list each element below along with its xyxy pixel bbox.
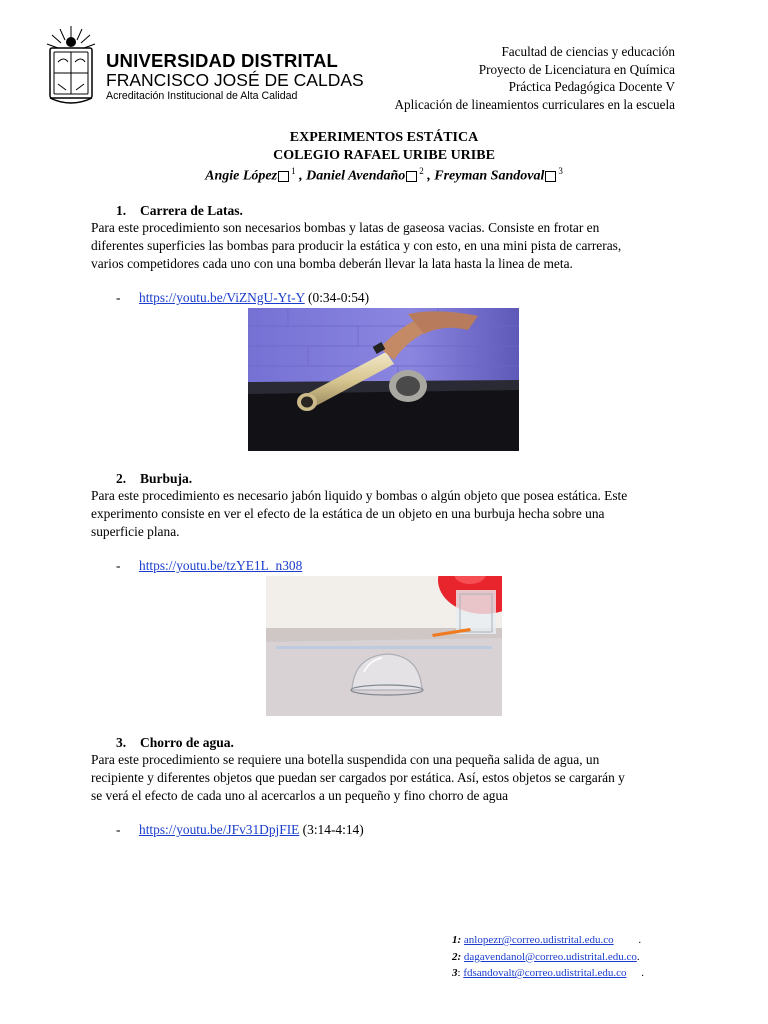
footnote-number: 1:	[452, 934, 462, 946]
paragraph-line: recipiente y diferentes objetos que puedan ser cargados por estática. Así, estos objetos se cargarán y	[91, 770, 625, 785]
footnote-separator: :	[457, 967, 461, 979]
author-name: Angie López	[205, 168, 278, 184]
footnote-box-icon	[278, 171, 289, 182]
video-link[interactable]: https://youtu.be/tzYE1L_n308	[139, 558, 303, 573]
author-name: Daniel Avendaño	[306, 168, 406, 184]
section-title: Carrera de Latas.	[140, 203, 243, 218]
video-link-row	[116, 290, 369, 306]
bubble-image	[266, 576, 502, 716]
header-practice: Práctica Pedagógica Docente V	[508, 79, 675, 95]
footnote-item	[452, 949, 644, 966]
video-thumbnail-bubble	[266, 576, 502, 716]
section-number: 3.	[116, 735, 127, 750]
list-dash: -	[116, 822, 121, 837]
video-link[interactable]: https://youtu.be/JFv31DpjFIE	[139, 822, 300, 837]
paragraph-line: se verá el efecto de cada uno al acercarlos a un pequeño y fino chorro de agua	[91, 788, 509, 803]
paragraph-line: superficie plana.	[91, 524, 180, 539]
university-seal-icon	[42, 24, 100, 108]
list-dash: -	[116, 290, 121, 305]
section-heading	[116, 735, 234, 751]
section-paragraph	[91, 751, 681, 805]
author-name: Freyman Sandoval	[434, 168, 545, 184]
section-paragraph	[91, 487, 681, 541]
logo-university-subname: FRANCISCO JOSÉ DE CALDAS	[106, 70, 364, 90]
paragraph-line: experimento consiste en ver el efecto de la estática de un objeto en una burbuja hecha sobre una	[91, 506, 605, 521]
footnote-number: 2:	[452, 950, 462, 963]
section-number: 2.	[116, 471, 127, 486]
document-title: EXPERIMENTOS ESTÁTICA	[289, 130, 479, 145]
paragraph-line: Para este procedimiento se requiere una botella suspendida con una pequeña salida de agua, un	[91, 752, 600, 767]
footnote-item	[452, 965, 644, 982]
video-thumbnail-can-race	[248, 308, 519, 451]
logo-accreditation: Acreditación Institucional de Alta Calidad	[106, 90, 298, 102]
header-application: Aplicación de lineamientos curriculares en la escuela	[394, 96, 675, 112]
video-timestamp: (0:34-0:54)	[304, 290, 370, 305]
footnote-number: 3	[452, 967, 458, 979]
author-footnote-ref: 1	[291, 166, 296, 176]
footnotes	[452, 932, 644, 982]
footnote-email-link[interactable]: anlopezr@correo.udistrital.edu.co	[463, 934, 614, 946]
header-faculty: Facultad de ciencias y educación	[501, 44, 675, 59]
paragraph-line: diferentes superficies las bombas para producir la estática y con esto, en una mini pista de carreras,	[91, 238, 622, 253]
footnote-period: .	[638, 934, 642, 946]
footnote-box-icon	[545, 171, 556, 182]
video-link-row	[116, 558, 302, 574]
footnote-period: .	[641, 967, 644, 979]
video-link[interactable]: https://youtu.be/ViZNgU-Yt-Y	[139, 290, 305, 305]
author-footnote-ref: 2	[419, 166, 424, 176]
section-heading	[116, 203, 243, 219]
list-dash: -	[116, 558, 121, 573]
section-number: 1.	[116, 203, 127, 218]
section-title: Chorro de agua.	[140, 735, 234, 750]
header-info	[395, 43, 675, 113]
footnote-email-link[interactable]: fdsandovalt@correo.udistrital.edu.co	[463, 967, 627, 979]
paragraph-line: varios competidores cada uno con una bomba deberán llevar la lata hasta la linea de meta.	[91, 256, 573, 271]
footnote-period: .	[636, 950, 640, 963]
can-race-image	[248, 308, 519, 451]
university-logo	[42, 24, 364, 114]
section-title: Burbuja.	[140, 471, 193, 486]
footnote-email-link[interactable]: dagavendanol@correo.udistrital.edu.co	[463, 950, 637, 963]
header-project: Proyecto de Licenciatura en Química	[478, 61, 675, 77]
footnote-item	[452, 932, 644, 949]
author-footnote-ref: 3	[558, 166, 563, 176]
footnote-box-icon	[406, 171, 417, 182]
section-paragraph	[91, 219, 681, 273]
paragraph-line: Para este procedimiento son necesarios bombas y latas de gaseosa vacias. Consiste en frotar en	[91, 220, 600, 235]
paragraph-line: Para este procedimiento es necesario jabón liquido y bombas o algún objeto que posea estática. Este	[91, 488, 628, 503]
section-heading	[116, 471, 192, 487]
video-timestamp: (3:14-4:14)	[299, 822, 364, 837]
authors-line: Angie López $^1$ , Daniel Avendaño $^2$ , Freyman Sandoval $^3$	[205, 166, 563, 184]
school-name: COLEGIO RAFAEL URIBE URIBE	[273, 148, 495, 163]
logo-university-name: UNIVERSIDAD DISTRITAL	[106, 50, 339, 71]
video-link-row	[116, 822, 364, 838]
